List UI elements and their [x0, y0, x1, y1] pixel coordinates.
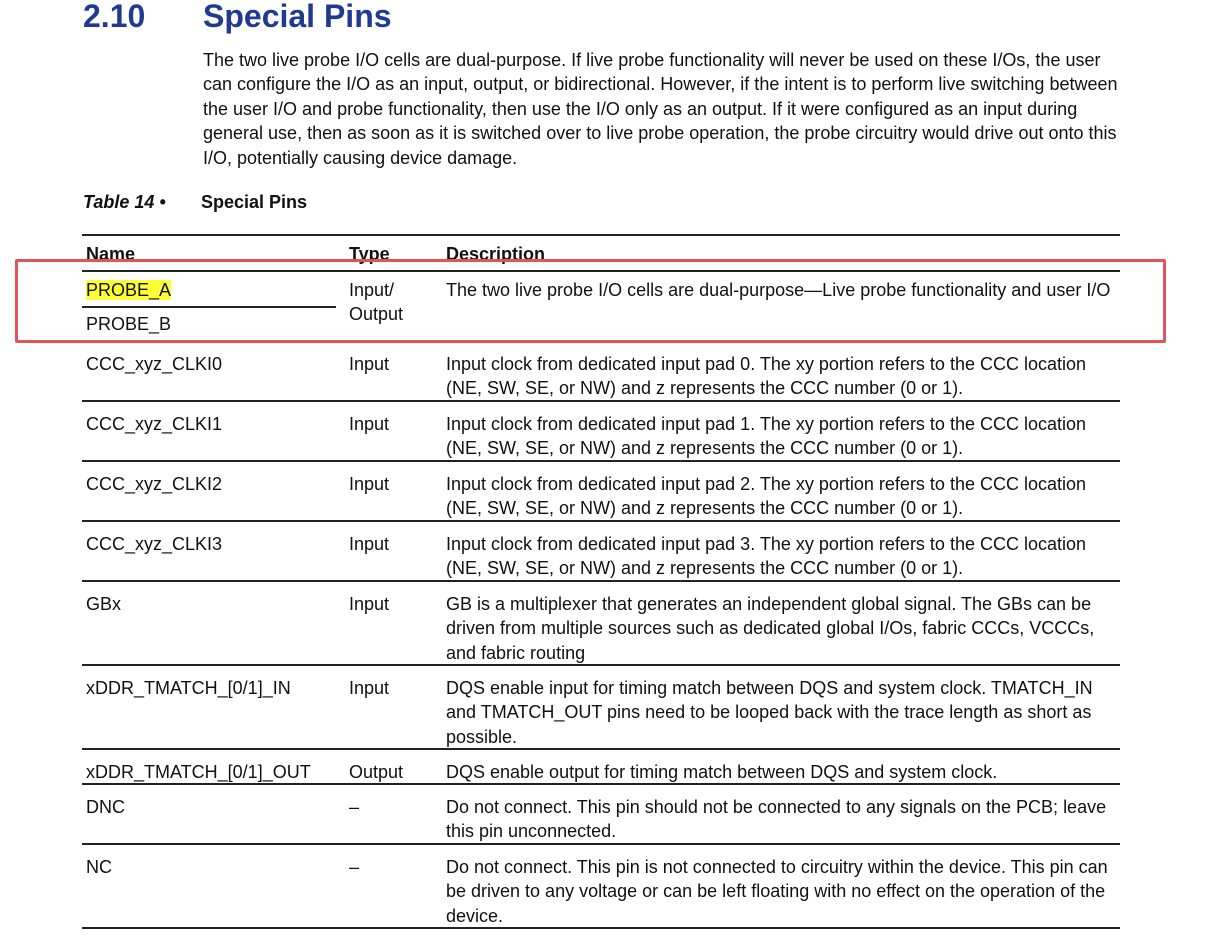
pin-type: Input — [349, 414, 390, 434]
table-row — [82, 402, 1120, 462]
highlight-mark: PROBE_A — [86, 280, 172, 300]
pin-name: CCC_xyz_CLKI0 — [86, 354, 223, 374]
section-title: Special Pins — [203, 0, 392, 34]
pin-name: CCC_xyz_CLKI2 — [86, 474, 223, 494]
table-row — [82, 342, 1120, 402]
pin-type: Input — [349, 474, 390, 494]
table-caption — [83, 190, 307, 214]
table-row — [82, 462, 1120, 522]
pin-description: GB is a multiplexer that generates an independent global signal. The GBs can be driven from multiple sources such as dedicated global I/Os, fabric CCCs, VCCCs, and fabric routing — [446, 594, 1095, 663]
pin-name: CCC_xyz_CLKI3 — [86, 534, 223, 554]
table-row — [82, 582, 1120, 666]
table-row — [82, 845, 1120, 929]
section-number: 2.10 — [83, 0, 146, 34]
pin-description: Do not connect. This pin should not be connected to any signals on the PCB; leave this pin unconnected. — [446, 797, 1107, 842]
pin-name: DNC — [86, 797, 125, 817]
pin-description: DQS enable input for timing match between DQS and system clock. TMATCH_IN and TMATCH_OUT pins need to be looped back with the trace length as short as possible. — [446, 678, 1093, 747]
pin-name: xDDR_TMATCH_[0/1]_OUT — [86, 762, 311, 782]
pin-name: NC — [86, 857, 112, 877]
pin-type: Input — [349, 678, 390, 698]
table-row — [82, 785, 1120, 845]
callout-highlight-box — [15, 259, 1166, 343]
pin-description: Input clock from dedicated input pad 2. The xy portion refers to the CCC location (NE, SW, SE, or NW) and z represents the CCC number (0 or 1). — [446, 474, 1087, 519]
table-row — [82, 522, 1120, 582]
pin-type: – — [349, 797, 360, 817]
pin-name: CCC_xyz_CLKI1 — [86, 414, 223, 434]
pin-type: – — [349, 857, 360, 877]
header-description: Description — [446, 244, 546, 264]
pin-description: DQS enable output for timing match between DQS and system clock. — [446, 762, 998, 782]
table-caption-title: Special Pins — [201, 192, 308, 212]
pin-type: Input — [349, 594, 390, 614]
pin-name: GBx — [86, 594, 122, 614]
table-row — [82, 666, 1120, 750]
pin-description: Input clock from dedicated input pad 3. The xy portion refers to the CCC location (NE, SW, SE, or NW) and z represents the CCC number (0 or 1). — [446, 534, 1087, 579]
pin-name: xDDR_TMATCH_[0/1]_IN — [86, 678, 291, 698]
section-heading — [83, 0, 392, 38]
pin-type: Input/ Output — [349, 280, 404, 325]
pin-description: Input clock from dedicated input pad 1. The xy portion refers to the CCC location (NE, SW, SE, or NW) and z represents the CCC number (0 or 1). — [446, 414, 1087, 459]
table-caption-label: Table 14 • — [83, 192, 166, 212]
header-type: Type — [349, 244, 390, 264]
intro-paragraph: The two live probe I/O cells are dual-purpose. If live probe functionality will never be used on these I/Os, the user can configure the I/O as an input, output, or bidirectional. However, if the intent is to perform live switching between the user I/O and probe functionality, then use the I/O only as an output. If it were configured as an input during general use, then as soon as it is switched over to live probe operation, the probe circuitry would drive out onto this I/O, potentially causing device damage. — [203, 50, 1118, 168]
header-name: Name — [86, 244, 136, 264]
pin-type: Output — [349, 762, 404, 782]
pin-type: Input — [349, 534, 390, 554]
pin-name-probe-b: PROBE_B — [86, 314, 172, 334]
pin-description: Input clock from dedicated input pad 0. The xy portion refers to the CCC location (NE, SW, SE, or NW) and z represents the CCC number (0 or 1). — [446, 354, 1087, 399]
pin-description: Do not connect. This pin is not connected to circuitry within the device. This pin can be driven to any voltage or can be left floating with no effect on the operation of the device. — [446, 857, 1108, 926]
pin-description: The two live probe I/O cells are dual-purpose—Live probe functionality and user I/O — [446, 280, 1111, 300]
pin-type: Input — [349, 354, 390, 374]
table-row — [82, 750, 1120, 785]
